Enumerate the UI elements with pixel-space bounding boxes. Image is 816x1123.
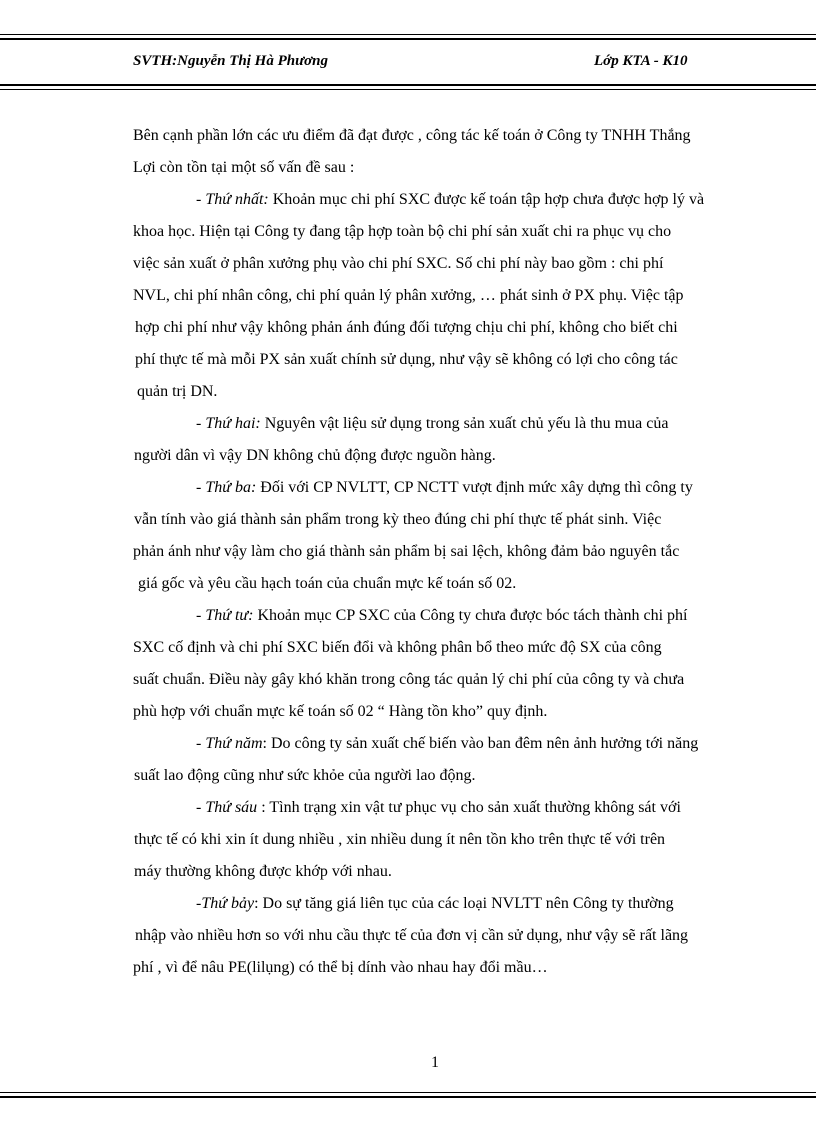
line-text: suất lao động cũng như sức khỏe của người lao động. <box>134 767 476 784</box>
line-text: hợp chi phí như vậy không phản ánh đúng đối tượng chịu chi phí, không cho biết chi <box>135 319 678 336</box>
line-text: : Do công ty sản xuất chế biến vào ban đêm nên ảnh hưởng tới năng <box>262 735 699 752</box>
text-line <box>133 344 736 376</box>
header-rule-thin <box>0 89 816 90</box>
top-rule-thick <box>0 38 816 40</box>
text-line <box>133 664 736 696</box>
text-line <box>133 376 736 408</box>
line-text: phí , vì để nâu PE(lilụng) có thể bị dính vào nhau hay đổi mầu… <box>133 959 548 976</box>
line-text: phù hợp với chuẩn mực kế toán số 02 “ Hàng tồn kho” quy định. <box>133 703 548 720</box>
text-line <box>133 568 736 600</box>
item-label: - Thứ nhất: <box>196 191 269 208</box>
text-line <box>133 920 736 952</box>
line-text: phí thực tế mà mỗi PX sản xuất chính sử dụng, như vậy sẽ không có lợi cho công tác <box>135 351 678 368</box>
text-line <box>133 760 736 792</box>
text-line <box>133 152 736 184</box>
text-line <box>133 792 736 824</box>
item-label: - Thứ tư: <box>196 607 254 624</box>
line-text: Bên cạnh phần lớn các ưu điểm đã đạt được , công tác kế toán ở Công ty TNHH Thắng <box>133 127 691 144</box>
header-rule-thick <box>0 84 816 86</box>
line-text: Khoản mục CP SXC của Công ty chưa được bóc tách thành chi phí <box>253 607 688 624</box>
line-text: giá gốc và yêu cầu hạch toán của chuẩn mực kế toán số 02. <box>138 575 517 592</box>
text-line <box>133 600 736 632</box>
text-line <box>133 824 736 856</box>
text-line <box>133 504 736 536</box>
line-text: Khoản mục chi phí SXC được kế toán tập hợp chưa được hợp lý và <box>268 191 705 208</box>
item-label: - Thứ hai: <box>196 415 261 432</box>
line-text: quản trị DN. <box>137 383 218 400</box>
line-text: : Tình trạng xin vật tư phục vụ cho sản xuất thường không sát với <box>257 799 681 816</box>
text-line <box>133 696 736 728</box>
line-text: NVL, chi phí nhân công, chi phí quản lý phân xưởng, … phát sinh ở PX phụ. Việc tập <box>133 287 684 304</box>
text-line <box>133 408 736 440</box>
text-line <box>133 888 736 920</box>
text-line <box>133 856 736 888</box>
text-line <box>133 184 736 216</box>
text-line <box>133 312 736 344</box>
text-line <box>133 280 736 312</box>
item-label: - Thứ sáu <box>196 799 258 816</box>
header-class: Lớp KTA - K10 <box>594 53 688 69</box>
line-text: nhập vào nhiều hơn so với nhu cầu thực tế của đơn vị cần sử dụng, như vậy sẽ rất lãng <box>135 927 689 944</box>
line-text: suất chuẩn. Điều này gây khó khăn trong công tác quản lý chi phí của công ty và chưa <box>133 671 685 688</box>
text-line <box>133 248 736 280</box>
line-text: : Do sự tăng giá liên tục của các loại NVLTT nên Công ty thường <box>254 895 674 912</box>
line-text: khoa học. Hiện tại Công ty đang tập hợp toàn bộ chi phí sản xuất chi ra phục vụ cho <box>133 223 672 240</box>
text-line <box>133 216 736 248</box>
item-label: - Thứ năm <box>196 735 263 752</box>
text-line <box>133 952 736 984</box>
bottom-rule-thin <box>0 1092 816 1093</box>
header-author: SVTH:Nguyễn Thị Hà Phương <box>133 53 328 69</box>
line-text: việc sản xuất ở phân xưởng phụ vào chi phí SXC. Số chi phí này bao gồm : chi phí <box>133 255 664 272</box>
text-line <box>133 440 736 472</box>
line-text: Lợi còn tồn tại một số vấn đề sau : <box>133 159 355 176</box>
line-text: thực tế có khi xin ít dung nhiều , xin nhiều dung ít nên tồn kho trên thực tế với trên <box>134 831 666 848</box>
line-text: máy thường không được khớp với nhau. <box>134 863 392 880</box>
line-text: vẫn tính vào giá thành sản phẩm trong kỳ theo đúng chi phí thực tế phát sinh. Việc <box>134 511 662 528</box>
bottom-rule-thick <box>0 1096 816 1098</box>
top-rule-thin <box>0 34 816 35</box>
body-text <box>133 120 736 984</box>
item-label: -Thứ bảy <box>196 895 255 912</box>
line-text: người dân vì vậy DN không chủ động được nguồn hàng. <box>134 447 496 464</box>
text-line <box>133 120 736 152</box>
line-text: phản ánh như vậy làm cho giá thành sản phẩm bị sai lệch, không đảm bảo nguyên tắc <box>133 543 680 560</box>
page-number: 1 <box>431 1054 439 1071</box>
text-line <box>133 632 736 664</box>
line-text: SXC cố định và chi phí SXC biến đổi và không phân bổ theo mức độ SX của công <box>133 639 662 656</box>
text-line <box>133 536 736 568</box>
text-line <box>133 472 736 504</box>
text-line <box>133 728 736 760</box>
line-text: Nguyên vật liệu sử dụng trong sản xuất chủ yếu là thu mua của <box>260 415 669 432</box>
line-text: Đối với CP NVLTT, CP NCTT vượt định mức xây dựng thì công ty <box>256 479 693 496</box>
item-label: - Thứ ba: <box>196 479 257 496</box>
